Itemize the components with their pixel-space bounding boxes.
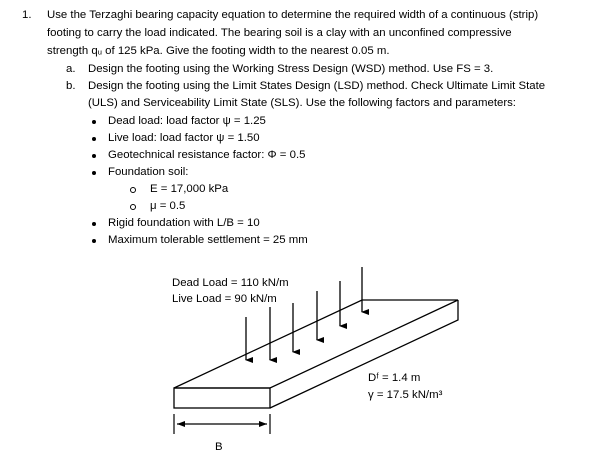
part-a-text: Design the footing using the Working Stress Design (WSD) method. Use FS = 3. xyxy=(88,63,494,75)
problem-number: 1. xyxy=(22,9,32,21)
factor-dead-load: Dead load: load factor ψ = 1.25 xyxy=(108,115,266,127)
part-b-text-line-2: (ULS) and Serviceability Limit State (SLS). Use the following factors and parameters: xyxy=(88,97,516,109)
factor-foundation-soil: Foundation soil: xyxy=(108,166,189,178)
problem-intro-line-2: footing to carry the load indicated. The bearing soil is a clay with an unconfined compressive xyxy=(47,27,512,39)
depth-label: Dᶠ = 1.4 m xyxy=(368,372,421,384)
part-a-label: a. xyxy=(66,63,76,75)
live-load-label: Live Load = 90 kN/m xyxy=(172,293,277,305)
soil-poisson: μ = 0.5 xyxy=(150,200,186,212)
factor-geotechnical: Geotechnical resistance factor: Φ = 0.5 xyxy=(108,149,306,161)
factor-live-load: Live load: load factor ψ = 1.50 xyxy=(108,132,260,144)
soil-modulus: E = 17,000 kPa xyxy=(150,183,229,195)
dead-load-label: Dead Load = 110 kN/m xyxy=(172,277,289,289)
problem-intro-line-3: strength qᵤ of 125 kPa. Give the footing width to the nearest 0.05 m. xyxy=(47,45,390,57)
unit-weight-label: γ = 17.5 kN/m³ xyxy=(368,389,443,401)
width-label: B xyxy=(215,441,223,453)
part-b-text-line-1: Design the footing using the Limit States Design (LSD) method. Check Ultimate Limit State xyxy=(88,80,546,92)
factor-rigid-foundation: Rigid foundation with L/B = 10 xyxy=(108,217,260,229)
factor-max-settlement: Maximum tolerable settlement = 25 mm xyxy=(108,234,308,246)
width-dimension xyxy=(174,414,270,434)
part-b-label: b. xyxy=(66,80,76,92)
problem-intro-line-1: Use the Terzaghi bearing capacity equation to determine the required width of a continuous (strip) xyxy=(47,9,539,21)
